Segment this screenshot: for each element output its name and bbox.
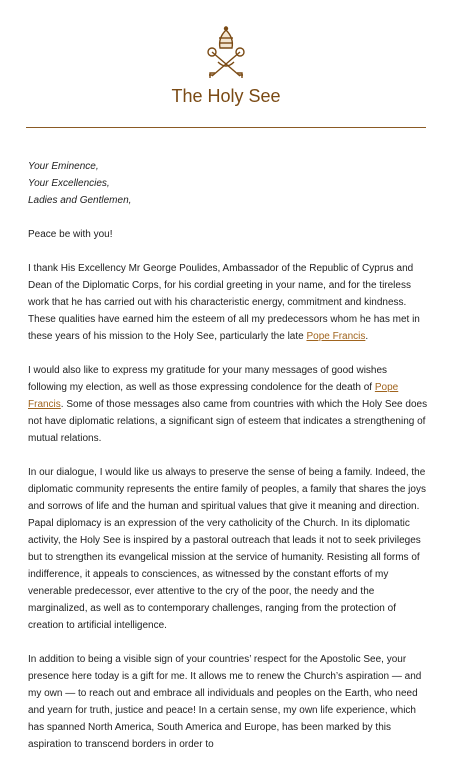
paragraph-text: I thank His Excellency Mr George Poulides, Ambassador of the Republic of Cyprus and Dean of the Diplomatic Corps, for his cordial greeting in your name, and for the tireless work that he has carried out with his characteristic energy, commitment and kindness. These qualities have earned him the esteem of all my predecessors whom he has met in these years of his mission to the Holy See, particularly the late <box>28 263 420 342</box>
speech-body <box>28 158 428 770</box>
pope-francis-link[interactable]: Pope Francis <box>28 382 399 410</box>
salutation-line: Your Eminence, <box>28 161 99 172</box>
header-divider <box>26 127 426 128</box>
paragraph-text: . Some of those messages also came from countries with which the Holy See does not have diplomatic relations, a significant sign of esteem that indicates a strengthening of mutual relations. <box>28 399 428 444</box>
paragraph-text: I would also like to express my gratitude for your many messages of good wishes following my election, as well as those expressing condolence for the death of <box>28 365 388 393</box>
paragraph: In addition to being a visible sign of your countries’ respect for the Apostolic See, your presence here today is a gift for me. It allows me to renew the Church’s aspiration — and my own — to reach out and embrace all individuals and peoples on the Earth, who need and yearn for truth, justice and peace! In a certain sense, my own life experience, which has spanned North America, South America and Europe, has been marked by this aspiration to transcend borders in order to <box>28 654 422 750</box>
salutation-line: Your Excellencies, <box>28 178 110 189</box>
salutation-line: Ladies and Gentlemen, <box>28 195 132 206</box>
paragraph <box>28 362 428 447</box>
pope-francis-link[interactable]: Pope Francis <box>306 331 366 342</box>
paragraph-text: . <box>365 331 369 342</box>
papal-keys-tiara-icon <box>204 26 248 82</box>
site-title[interactable]: The Holy See <box>171 86 281 106</box>
paragraph <box>28 260 428 345</box>
greeting: Peace be with you! <box>28 229 113 240</box>
paragraph: In our dialogue, I would like us always to preserve the sense of being a family. Indeed, the diplomatic community represents the entire family of peoples, a family that shares the joys and sorrows of life and the human and spiritual values that give it meaning and direction. Papal diplomacy is an expression of the very catholicity of the Church. In its diplomatic activity, the Holy See is inspired by a pastoral outreach that leads it not to seek privileges but to strengthen its evangelical mission at the service of humanity. Resisting all forms of indifference, it appeals to consciences, as witnessed by the constant efforts of my venerable predecessor, ever attentive to the cry of the poor, the needy and the marginalized, as well as to contemporary challenges, ranging from the protection of creation to artificial intelligence. <box>28 467 426 631</box>
salutation <box>28 158 428 209</box>
